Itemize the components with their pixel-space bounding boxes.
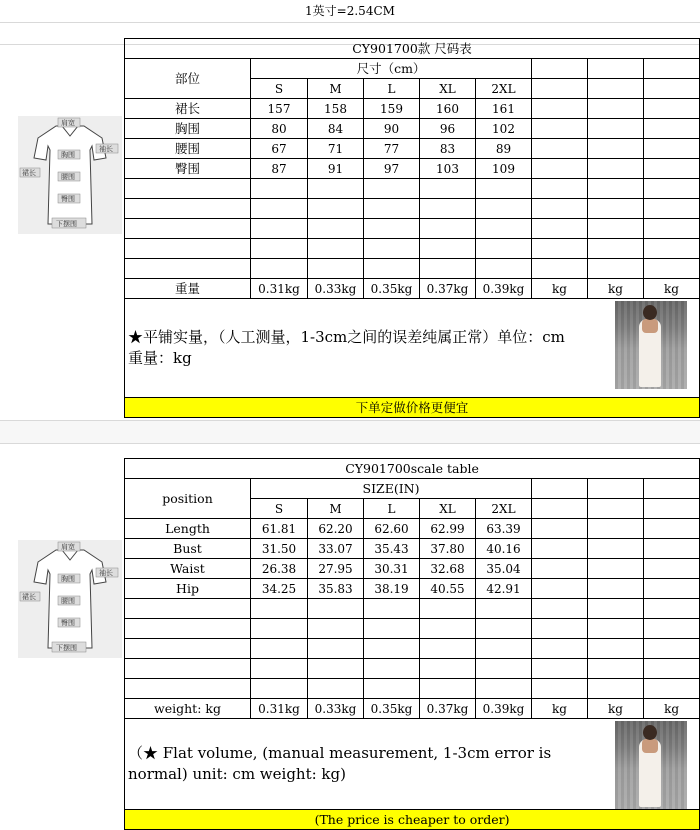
garment-diagram-en (18, 540, 122, 658)
cell: 157 (251, 99, 308, 119)
cell: 160 (420, 99, 476, 119)
weight-cell: 0.31kg (251, 279, 308, 299)
row-label: 腰围 (125, 139, 251, 159)
cell: 83 (420, 139, 476, 159)
weight-cell: 0.37kg (420, 699, 476, 719)
size-table-en (124, 458, 700, 830)
cell: 62.99 (420, 519, 476, 539)
cell: 30.31 (364, 559, 420, 579)
size-col: M (308, 79, 364, 99)
cell: 102 (476, 119, 532, 139)
size-col: XL (420, 79, 476, 99)
inch-conversion-note: 1英寸=2.54CM (305, 4, 395, 18)
row-label: 裙长 (125, 99, 251, 119)
label-sleeve: 袖长 (99, 145, 113, 153)
table-row (125, 99, 700, 119)
weight-cell: kg (644, 279, 700, 299)
cell: 90 (364, 119, 420, 139)
cell: 40.16 (476, 539, 532, 559)
label-waist: 腰围 (61, 173, 75, 181)
label-sleeve: 袖长 (99, 569, 113, 577)
cell: 159 (364, 99, 420, 119)
cell: 67 (251, 139, 308, 159)
cell: 62.20 (308, 519, 364, 539)
cell: 35.04 (476, 559, 532, 579)
cell: 37.80 (420, 539, 476, 559)
size-col: 2XL (476, 79, 532, 99)
label-length: 裙长 (22, 593, 36, 601)
cell: 42.91 (476, 579, 532, 599)
measurement-note: （★ Flat volume, (manual measurement, 1-3cm error is normal) unit: cm weight: kg) (128, 744, 552, 783)
cell: 77 (364, 139, 420, 159)
size-col: M (308, 499, 364, 519)
cell: 71 (308, 139, 364, 159)
cell: 27.95 (308, 559, 364, 579)
size-col: S (251, 499, 308, 519)
cell: 80 (251, 119, 308, 139)
table-row (125, 139, 700, 159)
position-header: position (125, 479, 251, 519)
label-hem: 下摆围 (56, 644, 77, 652)
cell: 63.39 (476, 519, 532, 539)
position-header: 部位 (125, 59, 251, 99)
row-label: 胸围 (125, 119, 251, 139)
cell: 61.81 (251, 519, 308, 539)
cell: 26.38 (251, 559, 308, 579)
label-bust: 胸围 (61, 151, 75, 159)
weight-cell: kg (588, 699, 644, 719)
size-col: 2XL (476, 499, 532, 519)
price-banner: 下单定做价格更便宜 (125, 398, 700, 418)
label-hip: 臀围 (61, 195, 75, 203)
measurement-note: ★平铺实量，（人工测量，1-3cm之间的误差纯属正常）单位：cm 重量：kg (128, 328, 580, 367)
table-row (125, 119, 700, 139)
cell: 109 (476, 159, 532, 179)
cell: 103 (420, 159, 476, 179)
cell: 87 (251, 159, 308, 179)
weight-cell: 0.35kg (364, 699, 420, 719)
weight-row (125, 279, 700, 299)
size-header: 尺寸（cm） (251, 59, 532, 79)
note-cell (125, 299, 700, 398)
cell: 91 (308, 159, 364, 179)
price-banner: (The price is cheaper to order) (125, 810, 700, 830)
weight-label: weight: kg (125, 699, 251, 719)
cell: 89 (476, 139, 532, 159)
note-cell (125, 719, 700, 810)
cell: 161 (476, 99, 532, 119)
size-table-cn (124, 38, 700, 418)
cell: 38.19 (364, 579, 420, 599)
cell: 62.60 (364, 519, 420, 539)
table-title: CY901700款 尺码表 (125, 39, 700, 59)
size-col: XL (420, 499, 476, 519)
label-bust: 胸围 (61, 575, 75, 583)
weight-cell: kg (588, 279, 644, 299)
table-row (125, 159, 700, 179)
cell: 34.25 (251, 579, 308, 599)
row-label: Waist (125, 559, 251, 579)
weight-cell: 0.31kg (251, 699, 308, 719)
row-label: Bust (125, 539, 251, 559)
weight-cell: 0.33kg (308, 279, 364, 299)
label-length: 裙长 (22, 169, 36, 177)
cell: 84 (308, 119, 364, 139)
size-header: SIZE(IN) (251, 479, 532, 499)
cell: 33.07 (308, 539, 364, 559)
cell: 96 (420, 119, 476, 139)
size-col: L (364, 79, 420, 99)
row-label: Hip (125, 579, 251, 599)
row-label: Length (125, 519, 251, 539)
weight-cell: kg (644, 699, 700, 719)
table-row (125, 579, 700, 599)
weight-cell: 0.39kg (476, 279, 532, 299)
cell: 97 (364, 159, 420, 179)
cell: 35.43 (364, 539, 420, 559)
table-row (125, 539, 700, 559)
cell: 31.50 (251, 539, 308, 559)
label-shoulder: 肩宽 (61, 543, 75, 551)
label-hip: 臀围 (61, 619, 75, 627)
product-photo (615, 721, 687, 809)
weight-cell: kg (532, 699, 588, 719)
table-row (125, 519, 700, 539)
weight-cell: 0.35kg (364, 279, 420, 299)
size-col: L (364, 499, 420, 519)
cell: 40.55 (420, 579, 476, 599)
row-label: 臀围 (125, 159, 251, 179)
table-row (125, 559, 700, 579)
weight-label: 重量 (125, 279, 251, 299)
cell: 158 (308, 99, 364, 119)
weight-cell: kg (532, 279, 588, 299)
section-separator (0, 420, 700, 444)
cell: 32.68 (420, 559, 476, 579)
label-hem: 下摆围 (56, 220, 77, 228)
label-waist: 腰围 (61, 597, 75, 605)
weight-cell: 0.37kg (420, 279, 476, 299)
weight-cell: 0.33kg (308, 699, 364, 719)
weight-cell: 0.39kg (476, 699, 532, 719)
cell: 35.83 (308, 579, 364, 599)
table-title: CY901700scale table (125, 459, 700, 479)
label-shoulder: 肩宽 (61, 119, 75, 127)
product-photo (615, 301, 687, 389)
weight-row (125, 699, 700, 719)
garment-diagram-cn (18, 116, 122, 234)
size-col: S (251, 79, 308, 99)
